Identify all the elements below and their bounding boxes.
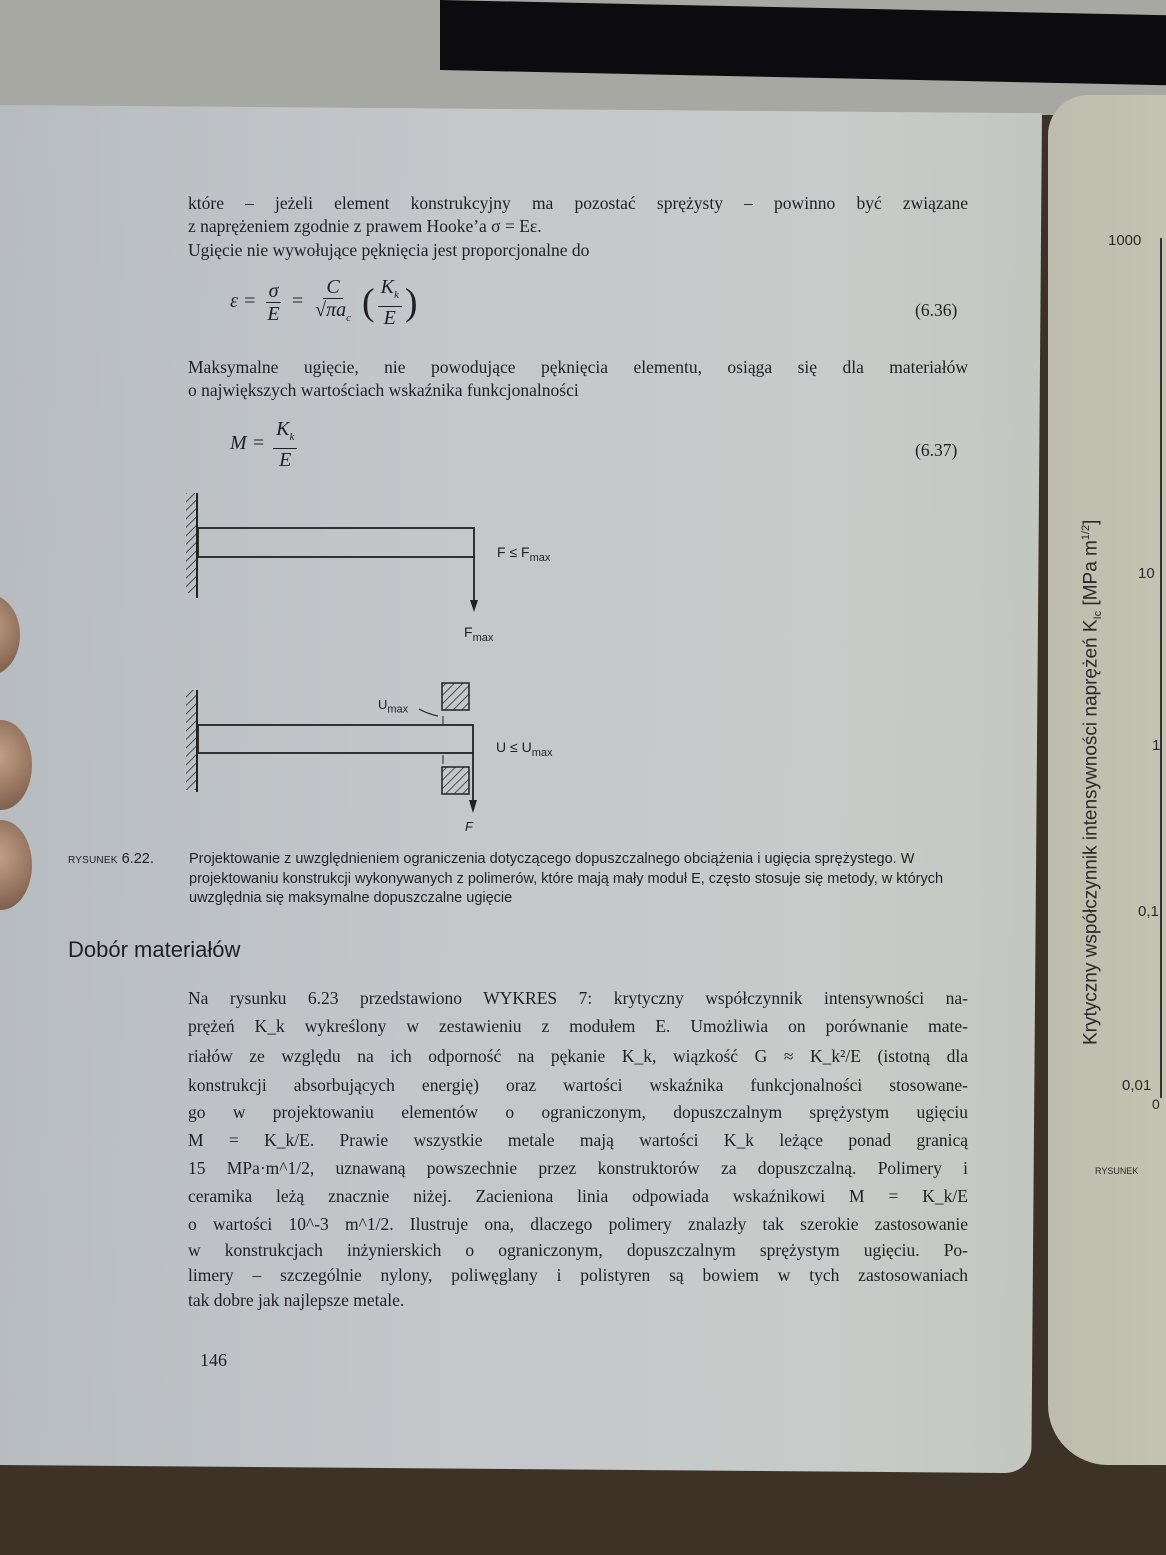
den-text: √πa: [315, 299, 347, 321]
beam: [198, 528, 474, 557]
axis-unit: [MPa m: [1080, 540, 1102, 611]
label-text: U ≤ U: [496, 739, 532, 755]
axis-unit-sup: 1/2: [1080, 524, 1092, 541]
body-line: Maksymalne ugięcie, nie powodujące pęknięcia elementu, osiąga się dla materiałów: [188, 357, 968, 377]
label-text: F: [464, 624, 473, 640]
page-number: 146: [200, 1350, 227, 1370]
numerator: σ: [266, 280, 282, 303]
label-sub: max: [472, 631, 494, 644]
num-sub: k: [394, 289, 399, 301]
cantilever-diagram: [0, 0, 1040, 860]
num-sub: k: [289, 431, 295, 443]
denominator: E: [279, 449, 292, 471]
axis-tick: 1: [1152, 737, 1161, 754]
denominator: E: [267, 303, 280, 325]
eq-lhs: M =: [230, 432, 266, 455]
axis-label-text: Krytyczny współczynnik intensywności naprężeń K: [1080, 619, 1102, 1045]
label-text: U: [378, 697, 388, 712]
axis-label-sub: Ic: [1092, 610, 1105, 620]
caption-number: 6.22.: [121, 851, 154, 867]
label-sub: max: [529, 551, 551, 564]
body-line: go w projektowaniu elementów o ograniczonym, dopuszczalnym sprężystym ugięciu: [188, 1102, 968, 1122]
paren-close: ): [404, 281, 418, 324]
body-line: M = K_k/E. Prawie wszystkie metale mają wartości K_k leżące ponad granicą: [188, 1130, 968, 1150]
figure-label: [378, 695, 408, 720]
axis-tick: 0: [1152, 1096, 1160, 1112]
body-line: w konstrukcjach inżynierskich o ograniczonym, dopuszczalnym sprężystym ugięciu. Po-: [188, 1240, 968, 1260]
body-line: które – jeżeli element konstrukcyjny ma pozostać sprężysty – powinno być związane: [188, 193, 968, 213]
body-line: Na rysunku 6.23 przedstawiono WYKRES 7: krytyczny współczynnik intensywności na-: [188, 988, 968, 1008]
numerator: C: [323, 276, 342, 299]
caption-text: Projektowanie z uwzględnieniem ograniczenia dotyczącego dopuszczalnego obciążenia i ugięcia sprężystego. W projektowaniu konstrukcji wykonywanych z polimerów, które mają mały moduł E, często stosuje się metody, w których uwzględnia się maksymalne dopuszczalne ugięcie: [189, 851, 944, 906]
figure-label: [464, 622, 493, 648]
arrow-down-icon: [469, 800, 477, 813]
axis-tick: 1000: [1108, 232, 1142, 249]
label-sub: max: [387, 703, 409, 716]
figure-label: [496, 737, 552, 763]
axis-line: [1160, 238, 1162, 1098]
right-caption-label: RYSUNEK: [1095, 1166, 1139, 1176]
body-line: limery – szczególnie nylony, poliwęglany i polistyren są bowiem w tych zastosowaniach: [188, 1265, 968, 1285]
den-sub: c: [346, 312, 351, 324]
body-line: prężeń K_k wykreślony w zestawieniu z modułem E. Umożliwia on porównanie mate-: [188, 1016, 968, 1036]
body-line: konstrukcji absorbujących energię) oraz wartości wskaźnika funkcjonalności stosowane-: [188, 1075, 968, 1095]
body-line: o wartości 10^-3 m^1/2. Ilustruje ona, dlaczego polimery znalazły tak szerokie zastosowanie: [188, 1214, 968, 1234]
denominator: E: [383, 307, 396, 329]
caption-label-word: RYSUNEK: [68, 855, 118, 866]
label-sub: max: [531, 746, 553, 759]
axis-tick: 0,1: [1138, 903, 1159, 920]
body-line: ceramika leżą znacznie niżej. Zacieniona linia odpowiada wskaźnikowi M = K_k/E: [188, 1186, 968, 1206]
caption-label: [68, 850, 154, 871]
axis-unit-end: ]: [1080, 519, 1102, 525]
right-page-axis-label: [1080, 520, 1104, 1045]
wall-support-icon: [186, 493, 196, 593]
section-title: Dobór materiałów: [68, 937, 241, 962]
axis-tick: 0,01: [1122, 1077, 1152, 1094]
figure-label: F: [465, 819, 473, 834]
equation-number: (6.37): [915, 440, 958, 460]
body-line: tak dobre jak najlepsze metale.: [188, 1290, 405, 1310]
wall-support-icon: [186, 690, 196, 790]
body-line: z naprężeniem zgodnie z prawem Hooke’a σ = Eε.: [188, 216, 542, 236]
body-line: riałów ze względu na ich odporność na pękanie K_k, wiązkość G ≈ K_k²/E (istotną dla: [188, 1046, 968, 1066]
body-line: 15 MPa·m^1/2, uznawaną powszechnie przez konstruktorów za dopuszczalną. Polimery i: [188, 1158, 968, 1178]
right-page: [1048, 95, 1166, 1465]
body-line: o największych wartościach wskaźnika funkcjonalności: [188, 380, 579, 400]
paren-open: (: [362, 281, 375, 324]
beam: [198, 725, 473, 753]
num-text: K: [380, 276, 394, 298]
figure-label: [497, 542, 550, 568]
eq-lhs: ε =: [230, 290, 257, 313]
stop-block: [442, 767, 469, 794]
num-text: K: [276, 418, 290, 440]
label-text: F ≤ F: [497, 544, 530, 560]
axis-tick: 10: [1138, 565, 1155, 582]
equation-number: (6.36): [915, 300, 958, 320]
stop-block: [442, 683, 469, 710]
eq-sign: =: [290, 290, 305, 313]
body-line: Ugięcie nie wywołujące pęknięcia jest proporcjonalne do: [188, 240, 590, 260]
arrow-down-icon: [470, 600, 478, 612]
